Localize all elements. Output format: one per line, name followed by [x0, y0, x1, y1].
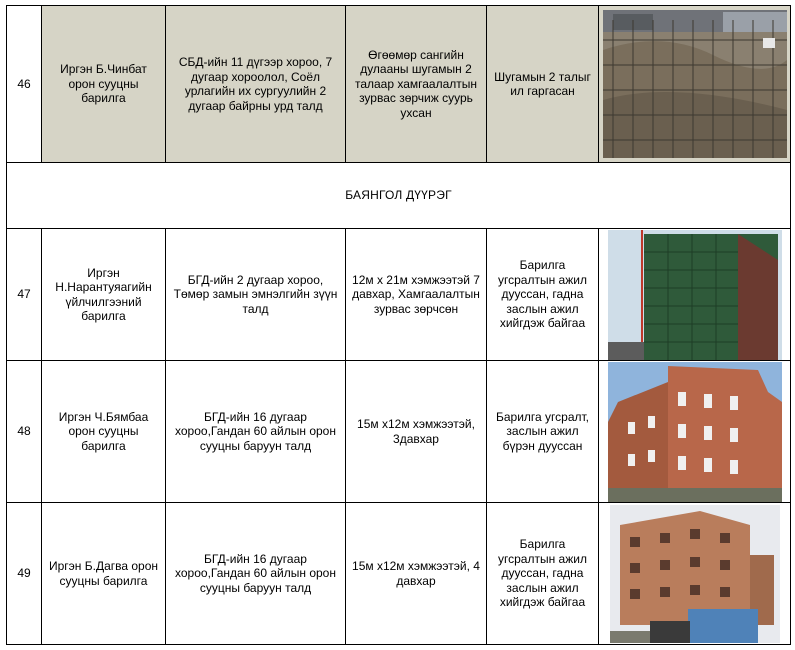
- green-net-building-photo: [599, 229, 791, 361]
- description-cell: 15м х12м хэмжээтэй, 3давхар: [346, 361, 487, 503]
- location-cell: СБД-ийн 11 дүгээр хороо, 7 дугаар хороолол, Соёл урлагийн их сургуулийн 2 дугаар байрны урд талд: [166, 6, 346, 163]
- excavation-photo: [599, 6, 791, 163]
- brick-building-photo: [599, 361, 791, 503]
- row-number: 49: [7, 503, 42, 645]
- table-row: [7, 361, 791, 503]
- table-row: [7, 503, 791, 645]
- description-cell: Өгөөмөр сангийн дулааны шугамын 2 талаар хамгаалалтын зурвас зөрчиж суурь ухсан: [346, 6, 487, 163]
- owner-cell: Иргэн Б.Дагва орон сууцны барилга: [42, 503, 166, 645]
- table-row: [7, 6, 791, 163]
- location-cell: БГД-ийн 16 дугаар хороо,Гандан 60 айлын орон сууцны баруун талд: [166, 361, 346, 503]
- table-row: [7, 229, 791, 361]
- construction-violations-table: [6, 5, 791, 645]
- section-heading: БАЯНГОЛ ДҮҮРЭГ: [7, 163, 791, 229]
- row-number: 47: [7, 229, 42, 361]
- location-cell: БГД-ийн 16 дугаар хороо,Гандан 60 айлын орон сууцны баруун талд: [166, 503, 346, 645]
- location-cell: БГД-ийн 2 дугаар хороо, Төмөр замын эмнэлгийн зүүн талд: [166, 229, 346, 361]
- status-cell: Барилга угсралтын ажил дууссан, гадна заслын ажил хийгдэж байгаа: [487, 503, 599, 645]
- owner-cell: Иргэн Н.Нарантуяагийн үйлчилгээний барилга: [42, 229, 166, 361]
- row-number: 48: [7, 361, 42, 503]
- section-row: [7, 163, 791, 229]
- owner-cell: Иргэн Ч.Бямбаа орон сууцны барилга: [42, 361, 166, 503]
- status-cell: Барилга угсралт, заслын ажил бүрэн дууссан: [487, 361, 599, 503]
- row-number: 46: [7, 6, 42, 163]
- unfinished-building-photo: [599, 503, 791, 645]
- owner-cell: Иргэн Б.Чинбат орон сууцны барилга: [42, 6, 166, 163]
- description-cell: 12м х 21м хэмжээтэй 7 давхар, Хамгаалалтын зурвас зөрчсөн: [346, 229, 487, 361]
- status-cell: Барилга угсралтын ажил дууссан, гадна заслын ажил хийгдэж байгаа: [487, 229, 599, 361]
- status-cell: Шугамын 2 талыг ил гаргасан: [487, 6, 599, 163]
- description-cell: 15м х12м хэмжээтэй, 4 давхар: [346, 503, 487, 645]
- document-page: [6, 5, 791, 645]
